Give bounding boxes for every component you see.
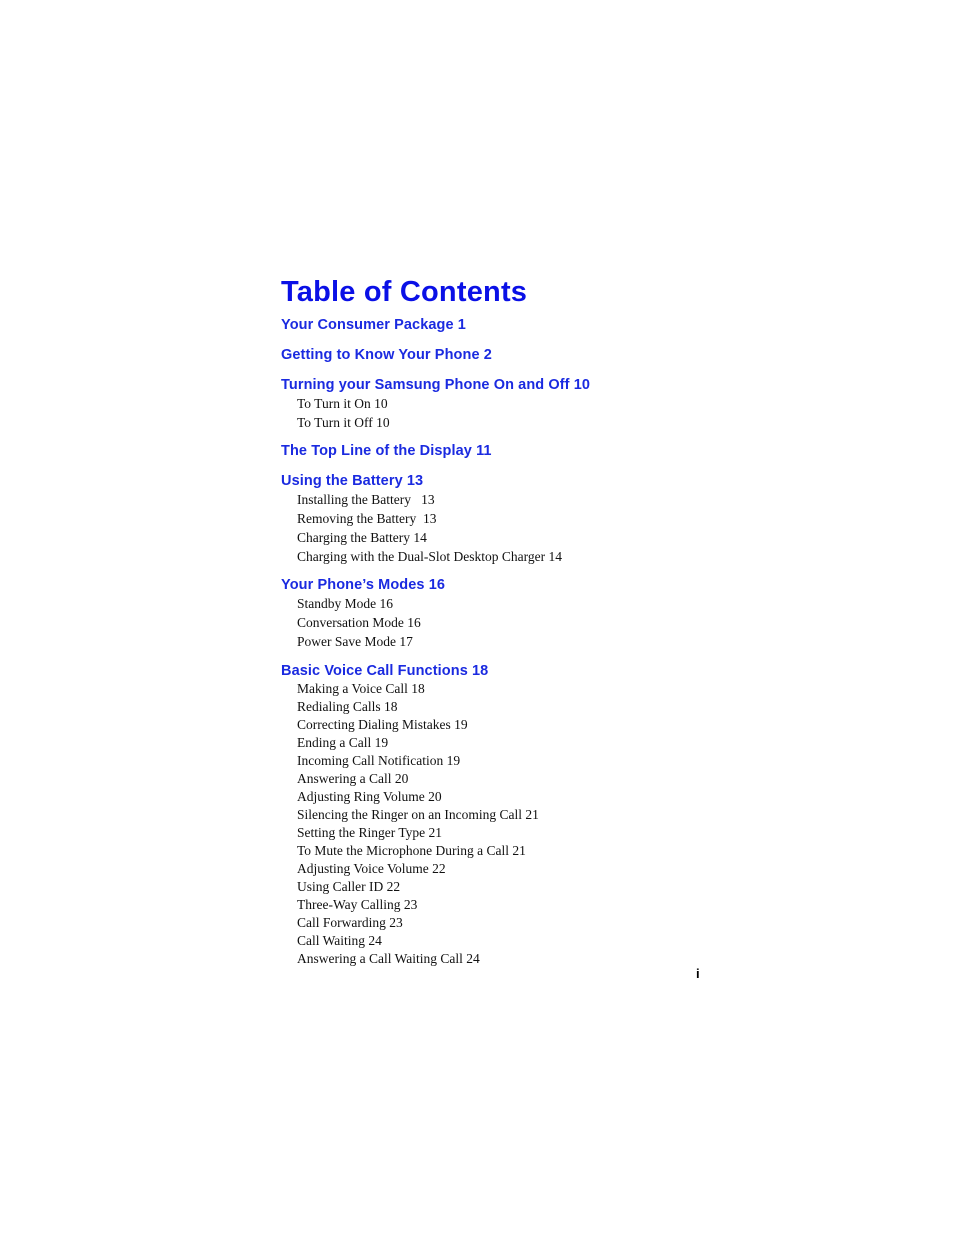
toc-subsection-entry [297, 788, 711, 806]
toc-section-heading[interactable]: Turning your Samsung Phone On and Off 10 [281, 377, 591, 393]
toc-subsection-entry [297, 842, 711, 860]
toc-subsection-link[interactable]: Making a Voice Call 18 [297, 681, 425, 696]
toc-subsection-link[interactable]: Adjusting Ring Volume 20 [297, 789, 442, 804]
toc-section [281, 662, 711, 968]
toc-subsection-entry [297, 698, 711, 716]
toc-subsection-list [281, 594, 711, 651]
toc-subsection-entry [297, 932, 711, 950]
toc-subsection-entry [297, 613, 711, 632]
toc-subsection-link[interactable]: Redialing Calls 18 [297, 699, 398, 714]
toc-subsection-entry [297, 860, 711, 878]
toc-subsection-entry [297, 734, 711, 752]
toc-section [281, 316, 711, 334]
toc-subsection-link[interactable]: Answering a Call 20 [297, 771, 409, 786]
toc-subsection-link[interactable]: Ending a Call 19 [297, 735, 389, 750]
toc-section [281, 472, 711, 566]
toc-subsection-link[interactable]: Charging the Battery 14 [297, 530, 427, 545]
toc-subsection-entry [297, 914, 711, 932]
toc-subsection-entry [297, 680, 711, 698]
toc-subsection-entry [297, 770, 711, 788]
toc-subsection-link[interactable]: To Turn it Off 10 [297, 415, 390, 430]
toc-section-heading[interactable]: Your Phone’s Modes 16 [281, 577, 446, 593]
toc-section-heading[interactable]: Basic Voice Call Functions 18 [281, 663, 489, 679]
toc-subsection-entry [297, 896, 711, 914]
toc-subsection-link[interactable]: Silencing the Ringer on an Incoming Call 21 [297, 807, 539, 822]
toc-section-heading[interactable]: Your Consumer Package 1 [281, 317, 466, 333]
toc-subsection-entry [297, 528, 711, 547]
toc-subsection-entry [297, 806, 711, 824]
toc-subsection-entry [297, 632, 711, 651]
toc-subsection-entry [297, 509, 711, 528]
toc-section [281, 376, 711, 432]
toc-subsection-list [281, 394, 711, 432]
toc-subsection-link[interactable]: Incoming Call Notification 19 [297, 753, 461, 768]
toc-subsection-link[interactable]: Setting the Ringer Type 21 [297, 825, 443, 840]
toc-subsection-link[interactable]: Standby Mode 16 [297, 596, 393, 611]
toc-subsection-link[interactable]: Removing the Battery 13 [297, 511, 437, 526]
page-number: i [696, 966, 700, 981]
toc-subsection-link[interactable]: Adjusting Voice Volume 22 [297, 861, 446, 876]
toc-subsection-link[interactable]: Conversation Mode 16 [297, 615, 421, 630]
toc-subsection-link[interactable]: Call Forwarding 23 [297, 915, 403, 930]
toc-subsection-link[interactable]: To Mute the Microphone During a Call 21 [297, 843, 526, 858]
toc-subsection-link[interactable]: Answering a Call Waiting Call 24 [297, 951, 480, 966]
toc-section [281, 442, 711, 460]
toc-subsection-entry [297, 950, 711, 968]
toc-subsection-entry [297, 394, 711, 413]
toc-subsection-entry [297, 490, 711, 509]
toc-sections [281, 316, 711, 968]
toc-subsection-list [281, 490, 711, 566]
toc-section-heading[interactable]: The Top Line of the Display 11 [281, 443, 492, 459]
toc-subsection-entry [297, 547, 711, 566]
toc-subsection-entry [297, 824, 711, 842]
toc-subsection-link[interactable]: Using Caller ID 22 [297, 879, 401, 894]
toc-section [281, 576, 711, 651]
toc-section [281, 346, 711, 364]
toc-subsection-entry [297, 716, 711, 734]
toc-subsection-entry [297, 878, 711, 896]
table-of-contents [281, 272, 711, 968]
toc-subsection-entry [297, 594, 711, 613]
toc-subsection-link[interactable]: To Turn it On 10 [297, 396, 388, 411]
toc-subsection-link[interactable]: Correcting Dialing Mistakes 19 [297, 717, 468, 732]
toc-subsection-link[interactable]: Power Save Mode 17 [297, 634, 413, 649]
toc-subsection-entry [297, 413, 711, 432]
toc-section-heading[interactable]: Getting to Know Your Phone 2 [281, 347, 492, 363]
toc-subsection-link[interactable]: Call Waiting 24 [297, 933, 382, 948]
toc-subsection-list [281, 680, 711, 968]
toc-title: Table of Contents [281, 276, 528, 308]
toc-subsection-link[interactable]: Three-Way Calling 23 [297, 897, 418, 912]
toc-subsection-link[interactable]: Installing the Battery 13 [297, 492, 435, 507]
toc-section-heading[interactable]: Using the Battery 13 [281, 473, 424, 489]
toc-subsection-link[interactable]: Charging with the Dual-Slot Desktop Charger 14 [297, 549, 562, 564]
toc-subsection-entry [297, 752, 711, 770]
